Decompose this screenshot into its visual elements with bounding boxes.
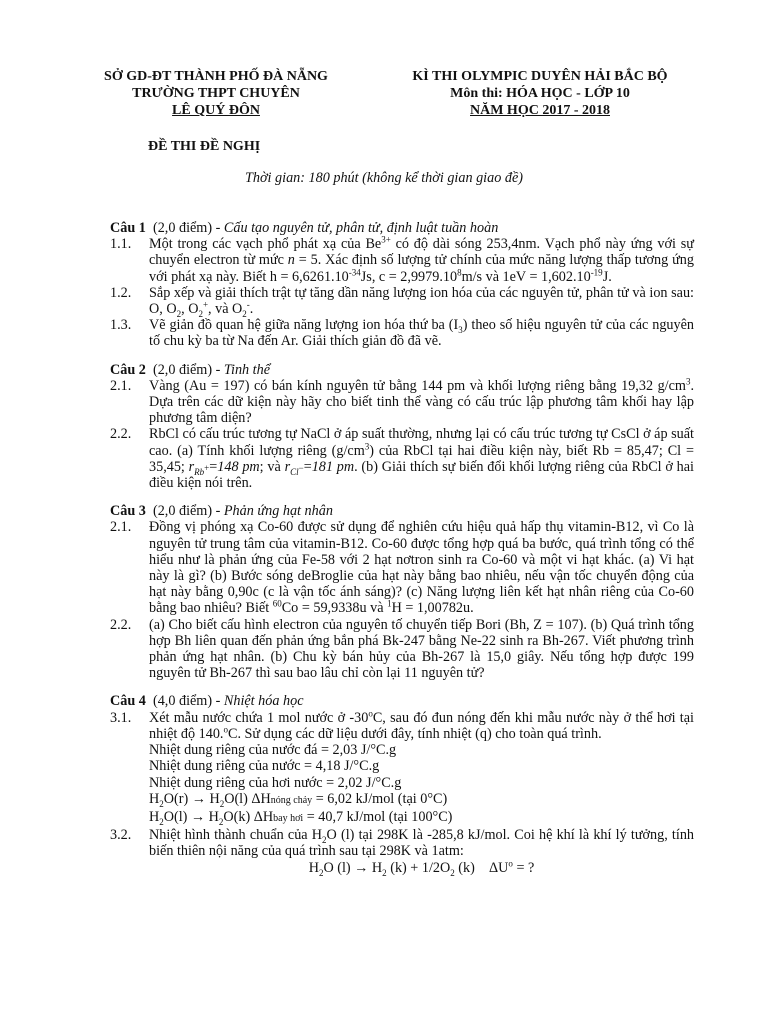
exam-body [110,220,694,888]
question-4 [110,693,695,878]
item-1-2: 1.2. Sắp xếp và giải thích trật tự tăng dần năng lượng ion hóa của các nguyên tử, phân tử và ion sau: O, $O_2$, $O_2^+$, và $O_2^-$. [110,284,694,319]
question-1-title: Câu 1 (2,0 điểm) - Cấu tạo nguyên tử, phân tử, định luật tuần hoàn [110,220,499,236]
header-left [86,68,346,119]
question-1 [110,220,694,350]
item-2-1: 2.1. Vàng (Au = 197) có bán kính nguyên tử bằng 144 pm và khối lượng riêng bằng 19,32 $g/cm^3$. Dựa trên các dữ kiện này hãy cho biết tinh thể vàng có cấu trúc lập phương tâm khối hay lập phương tâm diện? [110,376,694,427]
question-2-title: Câu 2 (2,0 điểm) - Tinh thể [110,361,271,378]
item-2-2: 2.2. RbCl có cấu trúc tương tự NaCl ở áp suất thường, nhưng lại có cấu trúc tương tự CsCl ở áp suất cao. (a) Tính khối lượng riêng $(g/cm^3)$ của RbCl tại hai điều kiện này, biết Rb = 85,47; Cl = 35,45; $r_{Rb^+}=148$ pm; và $r_{Cl^-}=181$ pm. (b) Giải thích sự biến đổi khối lượng riêng của RbCl ở hai điều kiện nói trên. [110,426,695,492]
item-4-1: 3.1. Xét mẫu nước chứa 1 mol nước ở -30$^o$C, sau đó đun nóng đến khi mẫu nước này ở thể hơi tại nhiệt độ 140.$^o$C. Sử dụng các dữ liệu dưới đây, tính nhiệt (q) cho toàn quá trình. Nhiệt dung riêng của nước đá = 2,03 J/°C.g Nhiệt dung riêng của nước = 4,18 J/°C.g Nhiệt dung riêng của hơi nước = 2,02 J/°C.g $H_2O(r) \to H_2O(l)$ ΔHnóng chảy = 6,02 kJ/mol (tại 0°C) $H_2O(l) \to H_2O(k)$ ΔHbay hơi = 40,7 kJ/mol (tại 100°C) [110,707,694,827]
item-3-1: 2.1. Đồng vị phóng xạ Co-60 được sử dụng để nghiên cứu hiệu quả hấp thụ vitamin-B12, vì Co là nguyên tử trung tâm của vitamin-B12. Co-60 được tổng hợp quá ba bước, quá trình tổng có thể hiểu như là phản ứng của Fe-58 với 2 hạt nơtron sinh ra Co-60 và một vi hạt khác. (a) Vi hạt này là gì? (b) Bước sóng deBroglie của hạt này bằng bao nhiêu, nếu vận tốc chuyển động của hạt này bằng 0,90c (c là vận tốc ánh sáng)? (c) Năng lượng liên kết hạt nhân riêng của Co-60 bằng bao nhiêu? Biết $^{60}$Co = 59,9338u và $^1$H = 1,00782u. [110,519,694,617]
doc-title: ĐỀ THI ĐỀ NGHỊ [148,139,261,154]
item-3-2: 2.2. (a) Cho biết cấu hình electron của nguyên tố chuyển tiếp Bori (Bh, Z = 107). (b) Quá trình tổng hợp Bh liên quan đến phản ứng bắn phá Bk-247 bằng Ne-22 sinh ra Bh-267. Viết phương trình phản ứng hạt nhân. (b) Chu kỳ bán hủy của Bh-267 là 15,0 giây. Nếu tổng hợp được 199 nguyên tử Bh-267 thì sau bao lâu chỉ còn lại 11 nguyên tử? [110,616,694,682]
question-3-title: Câu 3 (2,0 điểm) - Phản ứng hạt nhân [110,503,333,520]
department-name: SỞ GD-ĐT THÀNH PHỐ ĐÀ NẴNG [104,69,328,84]
question-4-title: Câu 4 (4,0 điểm) - Nhiệt hóa học [110,693,304,710]
subject: Môn thi: HÓA HỌC - LỚP 10 [450,86,630,101]
school-name-2: LÊ QUÝ ĐÔN [172,103,260,118]
time-note: Thời gian: 180 phút (không kể thời gian giao đề) [245,170,523,186]
item-4-2: 3.2. Nhiệt hình thành chuẩn của $H_2O$ (l) tại 298K là -285,8 kJ/mol. Coi hệ khí là khí lý tưởng, tính biến thiên nội năng của quá trình sau tại 298K và 1atm: $H_2O$ $(l) \to H_2$ $(k) + 1/2O_2$ (k) $\Delta U^o$ = ? [110,827,695,878]
question-2 [110,362,694,492]
school-name: TRƯỜNG THPT CHUYÊN [132,86,300,101]
exam-name: KÌ THI OLYMPIC DUYÊN HẢI BẮC BỘ [412,69,668,84]
question-3 [110,503,694,681]
school-year: NĂM HỌC 2017 - 2018 [470,103,610,118]
item-1-3: 1.3. Vẽ giản đồ quan hệ giữa năng lượng ion hóa thứ ba $(I_3)$ theo số hiệu nguyên tử của các nguyên tố chu kỳ ba từ Na đến Ar. Giải thích giản đồ đã vẽ. [110,317,695,350]
item-1-1: 1.1. Một trong các vạch phổ phát xạ của $Be^{3+}$ có độ dài sóng 253,4nm. Vạch phổ này ứng với sự chuyển electron từ mức n = 5. Xác định số lượng tử chính của mức năng lượng thấp tương ứng với phát xạ này. Biết $h = 6,6261.10^{-34}Js$, $c = 2,9979.10^8m/s$ và $1eV = 1,602.10^{-19}J$. [110,234,694,285]
header-right [370,68,710,119]
